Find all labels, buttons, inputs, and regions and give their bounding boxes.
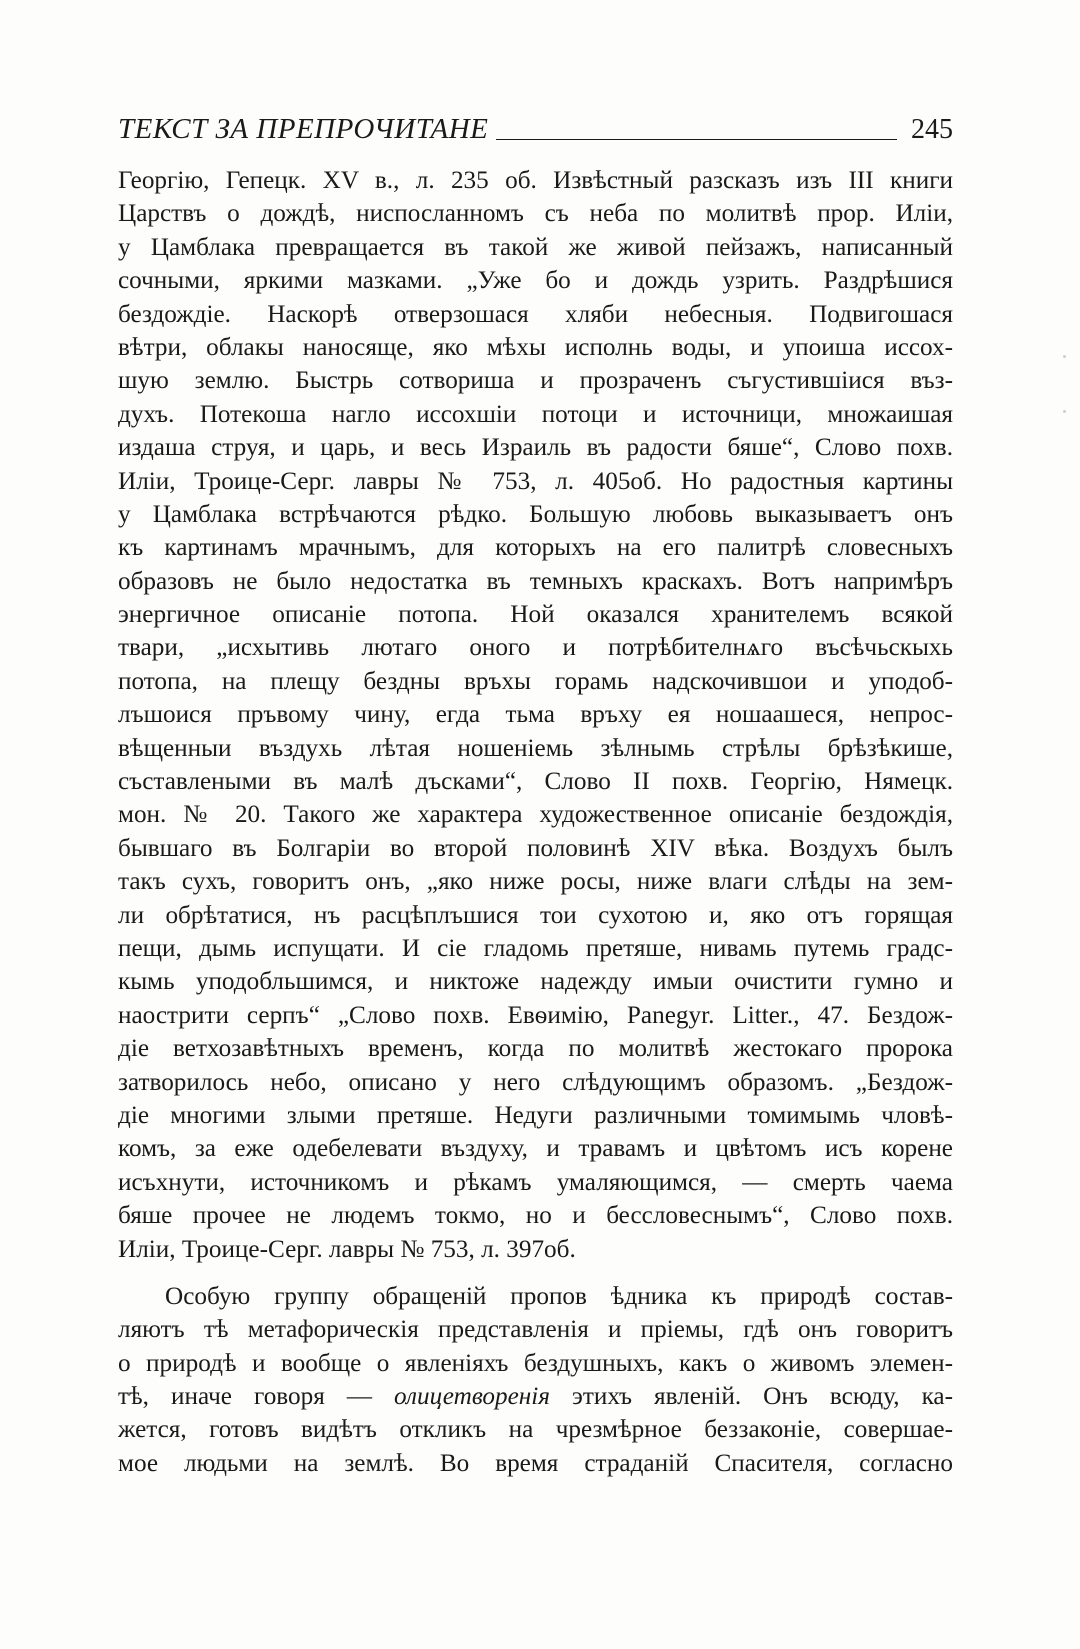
- text-line: бывшаго въ Болгаріи во второй половинѣ XIV вѣка. Воздухъ былъ: [118, 834, 953, 862]
- running-head: [118, 104, 953, 144]
- text-line: шую землю. Быстрь сотвориша и прозраченъ съгустившіися въз-: [118, 367, 953, 395]
- text-line: мое людьми на землѣ. Во время страданій Спасителя, согласно: [118, 1449, 953, 1477]
- text-line: съставлеными въ малѣ дъсками“, Слово II похв. Георгію, Нямецк.: [118, 768, 953, 796]
- text-line: жется, готовъ видѣтъ откликъ на чрезмѣрное беззаконіе, совершае-: [118, 1416, 953, 1444]
- text-line: Особую группу обращеній пропов ѣдника къ природѣ состав-: [165, 1282, 953, 1310]
- scan-speck: [1063, 355, 1066, 358]
- text-line: бездождіе. Наскорѣ отверзошася хляби небесныя. Подвигошася: [118, 300, 953, 328]
- text-line: вѣтри, облакы наносяще, яко мѣхы исполнь воды, и упоиша иссох-: [118, 333, 953, 361]
- italic-term: олицетворенія: [394, 1383, 551, 1411]
- scan-speck: [1063, 410, 1066, 413]
- text-line: твари, „исхытивь лютаго оного и потрѣбителнѧго въсѣчьскыхь: [118, 634, 953, 662]
- text-line: кымь уподобльшимся, и никтоже надежду имыи очистити гумно и: [118, 968, 953, 996]
- text-line: пещи, дымь испущати. И сіе гладомь претяше, нивамь путемь градс-: [118, 934, 953, 962]
- text-line: ли обрѣтатися, нъ расцѣплъшися тои сухотою и, яко отъ горящая: [118, 901, 953, 929]
- text-line: діе ветхозавѣтныхъ временъ, когда по молитвѣ жестокаго пророка: [118, 1035, 953, 1063]
- text-line: Иліи, Троице-Серг. лавры № 753, л. 405об. Но радостныя картины: [118, 467, 953, 495]
- text-line: сочными, яркими мазками. „Уже бо и дождь узрить. Раздрѣшися: [118, 267, 953, 295]
- running-head-title: ТЕКСТ ЗА ПРЕПРОЧИТАНЕ: [118, 113, 489, 145]
- text-line: Георгію, Гепецк. XV в., л. 235 об. Извѣстный разсказъ изъ III книги: [118, 167, 953, 194]
- text-line: комъ, за еже одебелевати въздуху, и травамъ и цвѣтомъ исъ корене: [118, 1135, 953, 1163]
- running-head-rule: [496, 139, 897, 140]
- text-fragment: этихъ явленій. Онъ всюду, ка-: [550, 1383, 953, 1411]
- text-line: издаша струя, и царь, и весь Израиль въ радости бяше“, Слово похв.: [118, 434, 953, 462]
- paragraph-gap: [118, 1266, 953, 1280]
- page-number: 245: [911, 114, 953, 145]
- text-line: энергичное описаніе потопа. Ной оказался хранителемъ всякой: [118, 601, 953, 629]
- paragraph-2: [118, 1280, 953, 1480]
- text-line: вѣщенныи въздухь лѣтая ношеніемь зѣлнымь стрѣлы брѣзѣкише,: [118, 734, 953, 762]
- text-line: потопа, на плещу бездны връхы горамь надскочившои и уподоб-: [118, 667, 953, 695]
- text-line: исъхнути, источникомъ и рѣкамъ умаляющимся, — смерть чаема: [118, 1168, 953, 1196]
- text-line: у Цамблака встрѣчаются рѣдко. Большую любовь выказываетъ онъ: [118, 500, 953, 528]
- text-line: затворилось небо, описано у него слѣдующимъ образомъ. „Бездож-: [118, 1068, 953, 1096]
- text-line: ляютъ тѣ метафорическія представленія и пріемы, гдѣ онъ говоритъ: [118, 1316, 953, 1344]
- text-line: духъ. Потекоша нагло иссохшіи потоци и источници, множаишая: [118, 400, 953, 428]
- text-line-with-italic: [118, 1380, 953, 1413]
- text-line: Царствъ о дождѣ, ниспосланномъ съ неба по молитвѣ прор. Иліи,: [118, 200, 953, 228]
- text-line: наострити серпъ“ „Слово похв. Евѳимію, Panegyr. Litter., 47. Бездож-: [118, 1001, 953, 1029]
- text-line: такъ сухъ, говоритъ онъ, „яко ниже росы, ниже влаги слѣды на зем-: [118, 868, 953, 896]
- text-fragment: тѣ, иначе говоря —: [118, 1383, 395, 1411]
- text-line: о природѣ и вообще о явленіяхъ бездушныхъ, какъ о живомъ элемен-: [118, 1349, 953, 1377]
- text-line: мон. № 20. Такого же характера художественное описаніе бездождія,: [118, 801, 953, 829]
- body-text: [118, 164, 953, 1480]
- text-line: Иліи, Троице-Серг. лавры № 753, л. 397об.: [118, 1235, 576, 1263]
- text-line: діе многими злыми претяше. Недуги различными томимымь чловѣ-: [118, 1101, 953, 1129]
- text-line: бяше прочее не людемъ токмо, но и бессловеснымъ“, Слово похв.: [118, 1202, 953, 1230]
- text-line: образовъ не было недостатка въ темныхъ краскахъ. Вотъ напримѣръ: [118, 567, 953, 595]
- text-line: у Цамблака превращается въ такой же живой пейзажъ, написанный: [118, 233, 953, 261]
- text-line: лъшоися пръвому чину, егда тьма връху ея ношаашеся, непрос-: [118, 701, 953, 729]
- paragraph-1: [118, 164, 953, 1266]
- text-line: къ картинамъ мрачнымъ, для которыхъ на его палитрѣ словесныхъ: [118, 534, 953, 562]
